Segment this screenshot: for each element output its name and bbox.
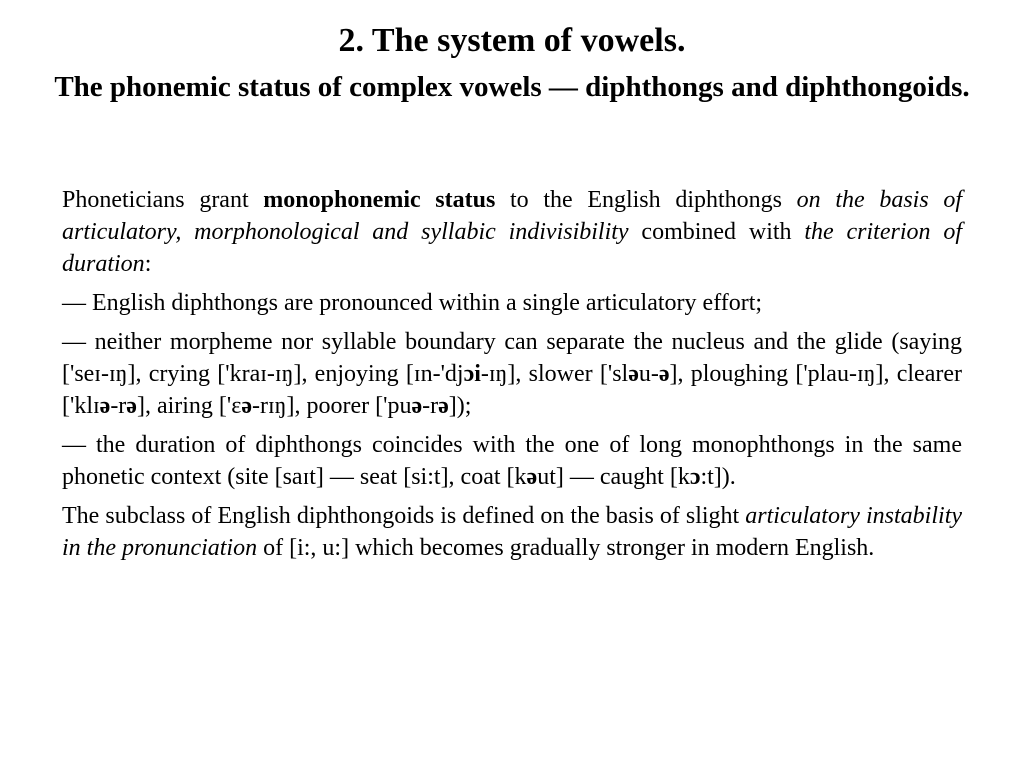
italic-phrase: on the basis of articulatory, morphonological and syllabic indivisibility (62, 187, 963, 245)
bold-symbol: ə (628, 361, 639, 387)
text-run: ut] — caught [k (537, 464, 690, 490)
text-run: The subclass of English diphthongoids is defined on the basis of slight (62, 503, 746, 529)
text-run: -r (422, 393, 439, 419)
text-run: -ɪŋ], slower ['sl (480, 361, 629, 387)
text-run: -rɪŋ], poorer ['pu (251, 393, 412, 419)
italic-phrase: the criterion of duration (62, 219, 962, 277)
text-run: u- (638, 361, 659, 387)
text-run: -r (110, 393, 127, 419)
text-run: Phoneticians grant (62, 187, 264, 213)
text-run: to the English diphthongs (495, 187, 797, 213)
bold-symbol: ə (438, 393, 449, 419)
text-run: — neither morpheme nor syllable boundary can separate the nucleus and the glide (saying ['seɪ-ɪŋ], crying ['kraɪ-ɪŋ], enjoying [ɪn-'dj (62, 329, 962, 387)
text-run: :t]). (700, 464, 736, 490)
paragraph-monophonemic-status (62, 184, 962, 280)
paragraph-diphthongoids (62, 500, 962, 564)
bold-symbol: ə (658, 361, 670, 387)
bold-term: monophonemic status (263, 187, 496, 213)
text-run: — the duration of diphthongs coincides with the one of long monophthongs in the same phonetic context (site [saɪt] — seat [si:t], coat [k (62, 432, 962, 490)
paragraph-boundary-examples (62, 326, 962, 422)
paragraph-articulatory-effort: — English diphthongs are pronounced within a single articulatory effort; (62, 290, 763, 316)
title-block (40, 18, 984, 106)
slide-subtitle: The phonemic status of complex vowels — diphthongs and diphthongoids. (54, 71, 970, 103)
text-run: ], airing ['ɛ (136, 393, 242, 419)
bold-symbol: ə (126, 393, 137, 419)
bold-symbol: ɔ (689, 464, 701, 490)
bold-symbol: ə (526, 464, 538, 490)
text-run: ], ploughing ['plau-ɪŋ], clearer ['klɪ (62, 361, 962, 419)
text-run: : (144, 251, 152, 277)
bold-symbol: ə (99, 393, 111, 419)
italic-phrase: articulatory instability in the pronunciation (62, 503, 963, 561)
text-run: ]); (448, 393, 472, 419)
paragraph-duration (62, 429, 962, 493)
body-text (62, 184, 962, 571)
bold-symbol: ə (411, 393, 423, 419)
text-run: of [i:, u:] which becomes gradually stronger in modern English. (257, 535, 875, 561)
slide-title: 2. The system of vowels. (338, 22, 686, 59)
text-run: combined with (628, 219, 805, 245)
bold-symbol: ɔi (463, 361, 481, 387)
bold-symbol: ə (241, 393, 252, 419)
